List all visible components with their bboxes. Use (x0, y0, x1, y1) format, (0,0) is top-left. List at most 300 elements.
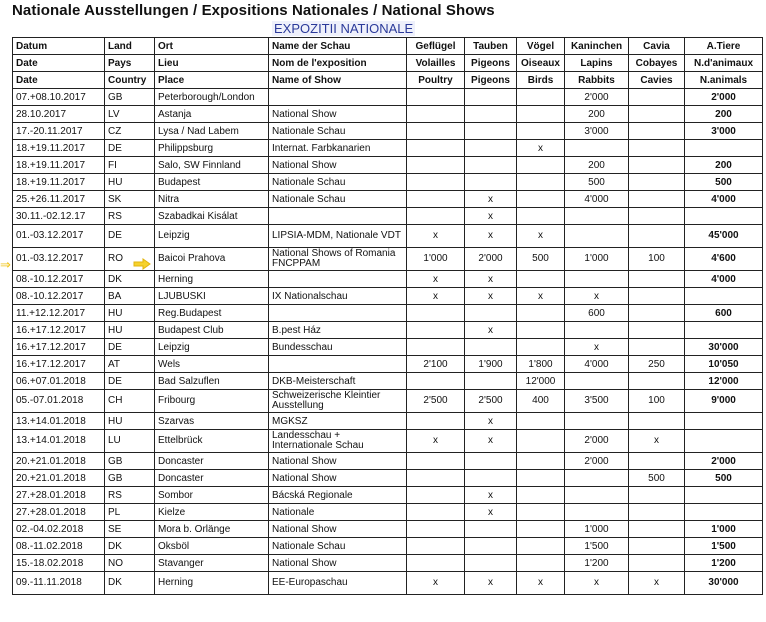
pigeons-cell (465, 538, 517, 555)
pigeons-cell (465, 89, 517, 106)
pigeons-cell (465, 305, 517, 322)
col-date-header: Date (13, 72, 105, 89)
show-name-cell: National Shows of Romania FNCPPAM (269, 248, 407, 271)
place-cell: Kielze (155, 504, 269, 521)
table-body (13, 89, 763, 595)
cavies-cell (629, 89, 685, 106)
animals-cell: 4'000 (685, 271, 763, 288)
col-place-header: Place (155, 72, 269, 89)
pigeons-cell (465, 555, 517, 572)
place-cell: Astanja (155, 106, 269, 123)
rabbits-cell (565, 504, 629, 521)
col-animals-header: N.d'animaux (685, 55, 763, 72)
show-name-cell: Schweizerische Kleintier Ausstellung (269, 390, 407, 413)
animals-cell: 10'050 (685, 356, 763, 373)
show-name-cell: Internat. Farbkanarien (269, 140, 407, 157)
col-cavies-header: Cavies (629, 72, 685, 89)
col-birds-header: Birds (517, 72, 565, 89)
rabbits-cell: 2'000 (565, 430, 629, 453)
animals-cell: 1'000 (685, 521, 763, 538)
table-row (13, 504, 763, 521)
col-birds-header: Oiseaux (517, 55, 565, 72)
header-row (13, 55, 763, 72)
col-poultry-header: Geflügel (407, 38, 465, 55)
date-cell: 20.+21.01.2018 (13, 470, 105, 487)
date-cell: 30.11.-02.12.17 (13, 208, 105, 225)
table-row (13, 305, 763, 322)
pigeons-cell (465, 174, 517, 191)
poultry-cell (407, 89, 465, 106)
rabbits-cell (565, 373, 629, 390)
place-cell: Mora b. Orlänge (155, 521, 269, 538)
pigeons-cell: x (465, 504, 517, 521)
date-cell: 08.-10.12.2017 (13, 271, 105, 288)
country-cell: LV (105, 106, 155, 123)
place-cell: Herning (155, 572, 269, 595)
poultry-cell (407, 504, 465, 521)
place-cell: Peterborough/London (155, 89, 269, 106)
table-row (13, 157, 763, 174)
pigeons-cell: x (465, 191, 517, 208)
pigeons-cell (465, 123, 517, 140)
country-cell: RS (105, 487, 155, 504)
page-title: Nationale Ausstellungen / Expositions Nationales / National Shows (12, 2, 495, 19)
show-name-cell: DKB-Meisterschaft (269, 373, 407, 390)
date-cell: 20.+21.01.2018 (13, 453, 105, 470)
cavies-cell (629, 504, 685, 521)
col-show-name-header: Nom de l'exposition (269, 55, 407, 72)
date-cell: 05.-07.01.2018 (13, 390, 105, 413)
place-cell: Budapest (155, 174, 269, 191)
show-name-cell: Nationale Schau (269, 123, 407, 140)
cavies-cell (629, 106, 685, 123)
pigeons-cell: x (465, 487, 517, 504)
header-row (13, 72, 763, 89)
cavies-cell (629, 453, 685, 470)
cavies-cell (629, 123, 685, 140)
place-cell: Fribourg (155, 390, 269, 413)
country-cell: HU (105, 305, 155, 322)
animals-cell: 4'000 (685, 191, 763, 208)
cavies-cell (629, 322, 685, 339)
place-cell: Ettelbrück (155, 430, 269, 453)
date-cell: 07.+08.10.2017 (13, 89, 105, 106)
rabbits-cell: 4'000 (565, 191, 629, 208)
country-cell: CH (105, 390, 155, 413)
poultry-cell: x (407, 430, 465, 453)
country-cell: NO (105, 555, 155, 572)
place-cell: Nitra (155, 191, 269, 208)
col-animals-header: N.animals (685, 72, 763, 89)
rabbits-cell: 200 (565, 106, 629, 123)
animals-cell (685, 288, 763, 305)
table-row (13, 288, 763, 305)
poultry-cell (407, 453, 465, 470)
cavies-cell (629, 487, 685, 504)
table-row (13, 538, 763, 555)
pigeons-cell (465, 470, 517, 487)
show-name-cell (269, 89, 407, 106)
birds-cell (517, 157, 565, 174)
cavies-cell: x (629, 430, 685, 453)
rabbits-cell (565, 487, 629, 504)
birds-cell (517, 174, 565, 191)
poultry-cell: x (407, 271, 465, 288)
birds-cell (517, 470, 565, 487)
animals-cell (685, 208, 763, 225)
country-cell: LU (105, 430, 155, 453)
col-country-header: Pays (105, 55, 155, 72)
birds-cell (517, 322, 565, 339)
cavies-cell (629, 208, 685, 225)
cavies-cell (629, 555, 685, 572)
date-cell: 13.+14.01.2018 (13, 413, 105, 430)
col-country-header: Country (105, 72, 155, 89)
rabbits-cell: 200 (565, 157, 629, 174)
show-name-cell: Bácská Regionale (269, 487, 407, 504)
show-name-cell: Nationale Schau (269, 191, 407, 208)
animals-cell: 200 (685, 157, 763, 174)
pigeons-cell (465, 339, 517, 356)
table-row (13, 555, 763, 572)
poultry-cell: 2'500 (407, 390, 465, 413)
rabbits-cell: x (565, 288, 629, 305)
col-show-name-header: Name der Schau (269, 38, 407, 55)
pigeons-cell: x (465, 271, 517, 288)
country-cell: BA (105, 288, 155, 305)
show-name-cell: MGKSZ (269, 413, 407, 430)
table-header (13, 38, 763, 89)
cavies-cell (629, 271, 685, 288)
table-row (13, 487, 763, 504)
country-cell: PL (105, 504, 155, 521)
date-cell: 25.+26.11.2017 (13, 191, 105, 208)
date-cell: 18.+19.11.2017 (13, 174, 105, 191)
col-pigeons-header: Pigeons (465, 55, 517, 72)
rabbits-cell: 500 (565, 174, 629, 191)
cavies-cell: 250 (629, 356, 685, 373)
birds-cell (517, 123, 565, 140)
col-country-header: Land (105, 38, 155, 55)
birds-cell (517, 208, 565, 225)
place-cell: Leipzig (155, 339, 269, 356)
pigeons-cell: x (465, 208, 517, 225)
rabbits-cell: x (565, 572, 629, 595)
pigeons-cell (465, 106, 517, 123)
rabbits-cell: 1'200 (565, 555, 629, 572)
birds-cell (517, 339, 565, 356)
col-poultry-header: Volailles (407, 55, 465, 72)
pigeons-cell (465, 521, 517, 538)
birds-cell: x (517, 225, 565, 248)
table-row (13, 521, 763, 538)
country-cell: DK (105, 271, 155, 288)
place-cell: Reg.Budapest (155, 305, 269, 322)
animals-cell: 200 (685, 106, 763, 123)
poultry-cell (407, 555, 465, 572)
table-row (13, 271, 763, 288)
cavies-cell: 500 (629, 470, 685, 487)
pigeons-cell: x (465, 430, 517, 453)
cavies-cell (629, 373, 685, 390)
place-cell: Wels (155, 356, 269, 373)
rabbits-cell: 1'000 (565, 521, 629, 538)
table-row (13, 453, 763, 470)
show-name-cell: National Show (269, 470, 407, 487)
date-cell: 11.+12.12.2017 (13, 305, 105, 322)
animals-cell (685, 413, 763, 430)
birds-cell (517, 413, 565, 430)
poultry-cell (407, 413, 465, 430)
birds-cell: x (517, 288, 565, 305)
date-cell: 01.-03.12.2017 (13, 225, 105, 248)
animals-cell (685, 430, 763, 453)
place-cell: Bad Salzuflen (155, 373, 269, 390)
poultry-cell: x (407, 225, 465, 248)
table-row (13, 225, 763, 248)
cavies-cell (629, 174, 685, 191)
table-row (13, 208, 763, 225)
pigeons-cell: 2'500 (465, 390, 517, 413)
country-cell: RS (105, 208, 155, 225)
show-name-cell: National Show (269, 521, 407, 538)
animals-cell: 9'000 (685, 390, 763, 413)
rabbits-cell (565, 413, 629, 430)
pigeons-cell: x (465, 572, 517, 595)
date-cell: 13.+14.01.2018 (13, 430, 105, 453)
country-cell: FI (105, 157, 155, 174)
date-cell: 06.+07.01.2018 (13, 373, 105, 390)
arrow-left-icon: ⇒ (0, 257, 11, 272)
table-row (13, 174, 763, 191)
animals-cell (685, 322, 763, 339)
date-cell: 16.+17.12.2017 (13, 322, 105, 339)
birds-cell (517, 453, 565, 470)
animals-cell: 500 (685, 470, 763, 487)
birds-cell: 400 (517, 390, 565, 413)
pigeons-cell: x (465, 413, 517, 430)
date-cell: 01.-03.12.2017 (13, 248, 105, 271)
place-cell: Lysa / Nad Labem (155, 123, 269, 140)
rabbits-cell (565, 322, 629, 339)
table-row (13, 356, 763, 373)
table-row (13, 89, 763, 106)
cavies-cell: 100 (629, 390, 685, 413)
poultry-cell (407, 339, 465, 356)
show-name-cell: Nationale Schau (269, 538, 407, 555)
country-cell: HU (105, 322, 155, 339)
pigeons-cell: x (465, 322, 517, 339)
rabbits-cell: x (565, 339, 629, 356)
rabbits-cell: 2'000 (565, 453, 629, 470)
show-name-cell: National Show (269, 453, 407, 470)
date-cell: 15.-18.02.2018 (13, 555, 105, 572)
rabbits-cell: 1'000 (565, 248, 629, 271)
date-cell: 27.+28.01.2018 (13, 487, 105, 504)
date-cell: 16.+17.12.2017 (13, 339, 105, 356)
birds-cell (517, 521, 565, 538)
poultry-cell (407, 470, 465, 487)
cavies-cell: x (629, 572, 685, 595)
cavies-cell (629, 157, 685, 174)
rabbits-cell: 600 (565, 305, 629, 322)
col-place-header: Ort (155, 38, 269, 55)
country-cell: AT (105, 356, 155, 373)
poultry-cell (407, 521, 465, 538)
animals-cell: 12'000 (685, 373, 763, 390)
poultry-cell (407, 305, 465, 322)
country-cell: GB (105, 470, 155, 487)
poultry-cell (407, 123, 465, 140)
poultry-cell (407, 538, 465, 555)
date-cell: 08.-11.02.2018 (13, 538, 105, 555)
poultry-cell (407, 157, 465, 174)
birds-cell (517, 538, 565, 555)
poultry-cell (407, 106, 465, 123)
birds-cell (517, 271, 565, 288)
animals-cell: 1'200 (685, 555, 763, 572)
col-date-header: Date (13, 55, 105, 72)
pigeons-cell (465, 453, 517, 470)
animals-cell (685, 487, 763, 504)
col-animals-header: A.Tiere (685, 38, 763, 55)
table-row (13, 572, 763, 595)
cavies-cell (629, 413, 685, 430)
table-row (13, 470, 763, 487)
place-cell: Philippsburg (155, 140, 269, 157)
cavies-cell: 100 (629, 248, 685, 271)
table-row (13, 322, 763, 339)
country-cell: DE (105, 339, 155, 356)
animals-cell: 45'000 (685, 225, 763, 248)
date-cell: 09.-11.11.2018 (13, 572, 105, 595)
col-poultry-header: Poultry (407, 72, 465, 89)
birds-cell (517, 555, 565, 572)
rabbits-cell (565, 470, 629, 487)
country-cell: CZ (105, 123, 155, 140)
poultry-cell (407, 322, 465, 339)
country-cell: SE (105, 521, 155, 538)
animals-cell: 1'500 (685, 538, 763, 555)
animals-cell: 500 (685, 174, 763, 191)
table-row (13, 413, 763, 430)
pigeons-cell (465, 157, 517, 174)
poultry-cell: x (407, 572, 465, 595)
cavies-cell (629, 521, 685, 538)
pigeons-cell: x (465, 288, 517, 305)
cavies-cell (629, 225, 685, 248)
pigeons-cell (465, 140, 517, 157)
rabbits-cell: 3'500 (565, 390, 629, 413)
animals-cell: 2'000 (685, 453, 763, 470)
show-name-cell (269, 271, 407, 288)
cavies-cell (629, 305, 685, 322)
animals-cell: 2'000 (685, 89, 763, 106)
show-name-cell: B.pest Ház (269, 322, 407, 339)
table-row (13, 248, 763, 271)
birds-cell (517, 487, 565, 504)
rabbits-cell (565, 225, 629, 248)
table-row (13, 191, 763, 208)
poultry-cell (407, 140, 465, 157)
poultry-cell (407, 373, 465, 390)
country-cell: DE (105, 225, 155, 248)
birds-cell (517, 430, 565, 453)
place-cell: Oksböl (155, 538, 269, 555)
show-name-cell: Nationale Schau (269, 174, 407, 191)
show-name-cell: National Show (269, 106, 407, 123)
birds-cell: 500 (517, 248, 565, 271)
show-name-cell: Landesschau + Internationale Schau (269, 430, 407, 453)
rabbits-cell: 4'000 (565, 356, 629, 373)
show-name-cell: EE-Europaschau (269, 572, 407, 595)
country-cell: GB (105, 453, 155, 470)
show-name-cell: National Show (269, 555, 407, 572)
place-cell: Baicoi Prahova (155, 248, 269, 271)
cavies-cell (629, 538, 685, 555)
col-cavies-header: Cavia (629, 38, 685, 55)
highlight-arrow-icon (133, 257, 151, 271)
country-cell: DK (105, 572, 155, 595)
country-cell: DE (105, 140, 155, 157)
col-rabbits-header: Rabbits (565, 72, 629, 89)
show-name-cell: LIPSIA-MDM, Nationale VDT (269, 225, 407, 248)
rabbits-cell (565, 140, 629, 157)
place-cell: Szarvas (155, 413, 269, 430)
birds-cell (517, 106, 565, 123)
col-birds-header: Vögel (517, 38, 565, 55)
animals-cell: 30'000 (685, 572, 763, 595)
col-pigeons-header: Pigeons (465, 72, 517, 89)
birds-cell (517, 504, 565, 521)
show-name-cell (269, 356, 407, 373)
table-row (13, 339, 763, 356)
poultry-cell: x (407, 288, 465, 305)
show-name-cell (269, 305, 407, 322)
date-cell: 18.+19.11.2017 (13, 140, 105, 157)
poultry-cell: 2'100 (407, 356, 465, 373)
col-pigeons-header: Tauben (465, 38, 517, 55)
rabbits-cell: 2'000 (565, 89, 629, 106)
col-cavies-header: Cobayes (629, 55, 685, 72)
country-cell: HU (105, 174, 155, 191)
place-cell: Salo, SW Finnland (155, 157, 269, 174)
birds-cell: x (517, 572, 565, 595)
date-cell: 27.+28.01.2018 (13, 504, 105, 521)
animals-cell (685, 140, 763, 157)
page-subtitle: EXPOZITII NATIONALE (274, 21, 414, 36)
place-cell: Doncaster (155, 453, 269, 470)
date-cell: 18.+19.11.2017 (13, 157, 105, 174)
country-cell: DE (105, 373, 155, 390)
date-cell: 16.+17.12.2017 (13, 356, 105, 373)
rabbits-cell: 3'000 (565, 123, 629, 140)
country-cell: RO (105, 248, 155, 271)
place-cell: Leipzig (155, 225, 269, 248)
show-name-cell: Nationale (269, 504, 407, 521)
table-row (13, 390, 763, 413)
rabbits-cell (565, 271, 629, 288)
shows-table (12, 37, 763, 595)
col-date-header: Datum (13, 38, 105, 55)
header-row (13, 38, 763, 55)
place-cell: Doncaster (155, 470, 269, 487)
table-row (13, 140, 763, 157)
show-name-cell: National Show (269, 157, 407, 174)
birds-cell (517, 305, 565, 322)
pigeons-cell: 1'900 (465, 356, 517, 373)
show-name-cell: IX Nationalschau (269, 288, 407, 305)
